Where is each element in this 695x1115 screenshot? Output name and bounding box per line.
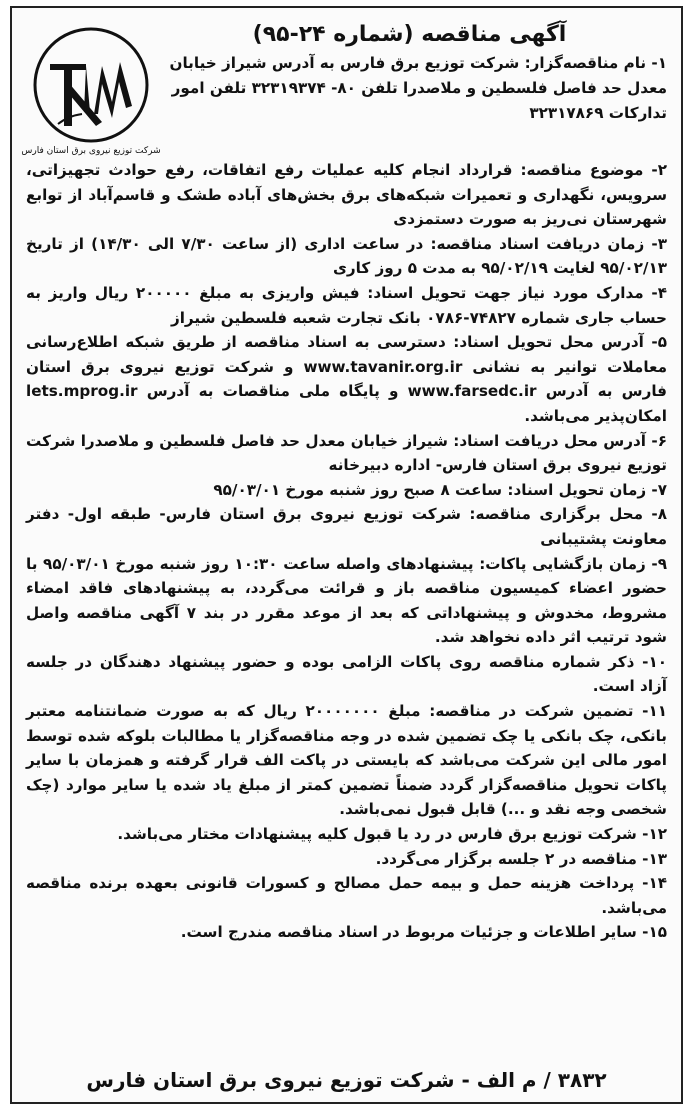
item-15: ۱۵- سایر اطلاعات و جزئیات مربوط در اسناد مناقصه مندرج است. — [180, 923, 667, 942]
notice-footer: ۳۸۳۲ / م الف - شرکت توزیع نیروی برق استان فارس — [86, 1068, 607, 1092]
item-8: ۸- محل برگزاری مناقصه: شرکت توزیع نیروی برق استان فارس- طبقه اول- دفتر معاونت پشتیبانی — [26, 505, 667, 548]
item-7: ۷- زمان تحویل اسناد: ساعت ۸ صبح روز شنبه مورخ ۹۵/۰۳/۰۱ — [213, 480, 667, 499]
item-14: ۱۴- پرداخت هزینه حمل و بیمه حمل مصالح و کسورات قانونی بعهده برنده مناقصه می‌باشد. — [26, 874, 667, 917]
item-6: ۶- آدرس محل دریافت اسناد: شیراز خیابان معدل حد فاصل فلسطین و ملاصدرا شرکت توزیع نیروی برق استان فارس- اداره دبیرخانه — [26, 431, 667, 475]
tower-logo-icon — [28, 26, 154, 144]
item-10: ۱۰- ذکر شماره مناقصه روی پاکات الزامی بوده و حضور پیشنهاد دهندگان در جلسه آزاد است. — [26, 652, 667, 696]
notice-header — [12, 8, 681, 158]
item-12: ۱۲- شرکت توزیع برق فارس در رد یا قبول کلیه پیشنهادات مختار می‌باشد. — [117, 825, 667, 844]
notice-body — [26, 158, 667, 1054]
item-2: ۲- موضوع مناقصه: قرارداد انجام کلیه عملیات رفع اتفاقات، رفع حوادث تجهیزاتی، سرویس، نگهداری و تعمیرات شبکه‌های برق بخش‌های آباده طشک و قاسم‌آباد از توابع شهرستان نی‌ریز به صورت دستمزدی — [26, 161, 667, 229]
logo-caption: شرکت توزیع نیروی برق استان فارس — [21, 146, 161, 156]
tender-notice — [10, 6, 683, 1104]
header-text — [152, 22, 667, 126]
company-logo — [21, 26, 161, 156]
item-5: ۵- آدرس محل تحویل اسناد: دسترسی به اسناد مناقصه از طریق شبکه اطلاع‌رسانی معاملات توانیر به نشانی www.tavanir.org.ir و شرکت توزیع نیروی برق استان فارس به آدرس www.farsedc.ir و پایگاه ملی مناقصات به آدرس lets.mprog.ir امکان‌پذیر می‌باشد. — [26, 333, 668, 425]
item-9: ۹- زمان بازگشایی پاکات: پیشنهادهای واصله ساعت ۱۰:۳۰ روز شنبه مورخ ۹۵/۰۳/۰۱ با حضور اعضاء کمیسیون مناقصه باز و قرائت می‌گردد، به پیشنهادهای فاقد امضاء مشروط، مخدوش و پیشنهاداتی که بعد از موعد مقرر در بند ۷ آگهی مناقصه واصل شود ترتیب اثر داده نخواهد شد. — [26, 554, 667, 647]
item-11: ۱۱- تضمین شرکت در مناقصه: مبلغ ۲۰۰۰۰۰۰۰ ریال که به صورت ضمانتنامه معتبر بانکی، چک بانکی یا چک تضمین شده در وجه مناقصه‌گزار یا مطالبات بلوکه شده توسط امور مالی این شرکت می‌باشد که بایستی در پاکت الف قرار گرفته و همزمان با سایر پاکات تحویل مناقصه‌گزار گردد ضمناً تضمین کمتر از مبلغ یاد شده یا سایر موارد (چک شخصی وجه نقد و ...) قابل قبول نمی‌باشد. — [26, 702, 667, 819]
item-3: ۳- زمان دریافت اسناد مناقصه: در ساعت اداری (از ساعت ۷/۳۰ الی ۱۴/۳۰) از تاریخ ۹۵/۰۲/۱۳ لغایت ۹۵/۰۲/۱۹ به مدت ۵ روز کاری — [26, 234, 667, 278]
item-13: ۱۳- مناقصه در ۲ جلسه برگزار می‌گردد. — [375, 849, 667, 868]
notice-title: آگهی مناقصه (شماره ۲۴-۹۵) — [252, 22, 567, 47]
item-4: ۴- مدارک مورد نیاز جهت تحویل اسناد: فیش واریزی به مبلغ ۲۰۰۰۰۰ ریال واریز به حساب جاری شماره ۷۴۸۲۷-۰۷۸۶ بانک تجارت شعبه فلسطین شیراز — [26, 283, 667, 327]
item-1: ۱- نام مناقصه‌گزار: شرکت توزیع برق فارس به آدرس شیراز خیابان معدل حد فاصل فلسطین و ملاصدرا تلفن ۸۰- ۳۲۳۱۹۳۷۴ تلفن امور تدارکات ۳۲۳۱۷۸۶۹ — [169, 54, 667, 122]
